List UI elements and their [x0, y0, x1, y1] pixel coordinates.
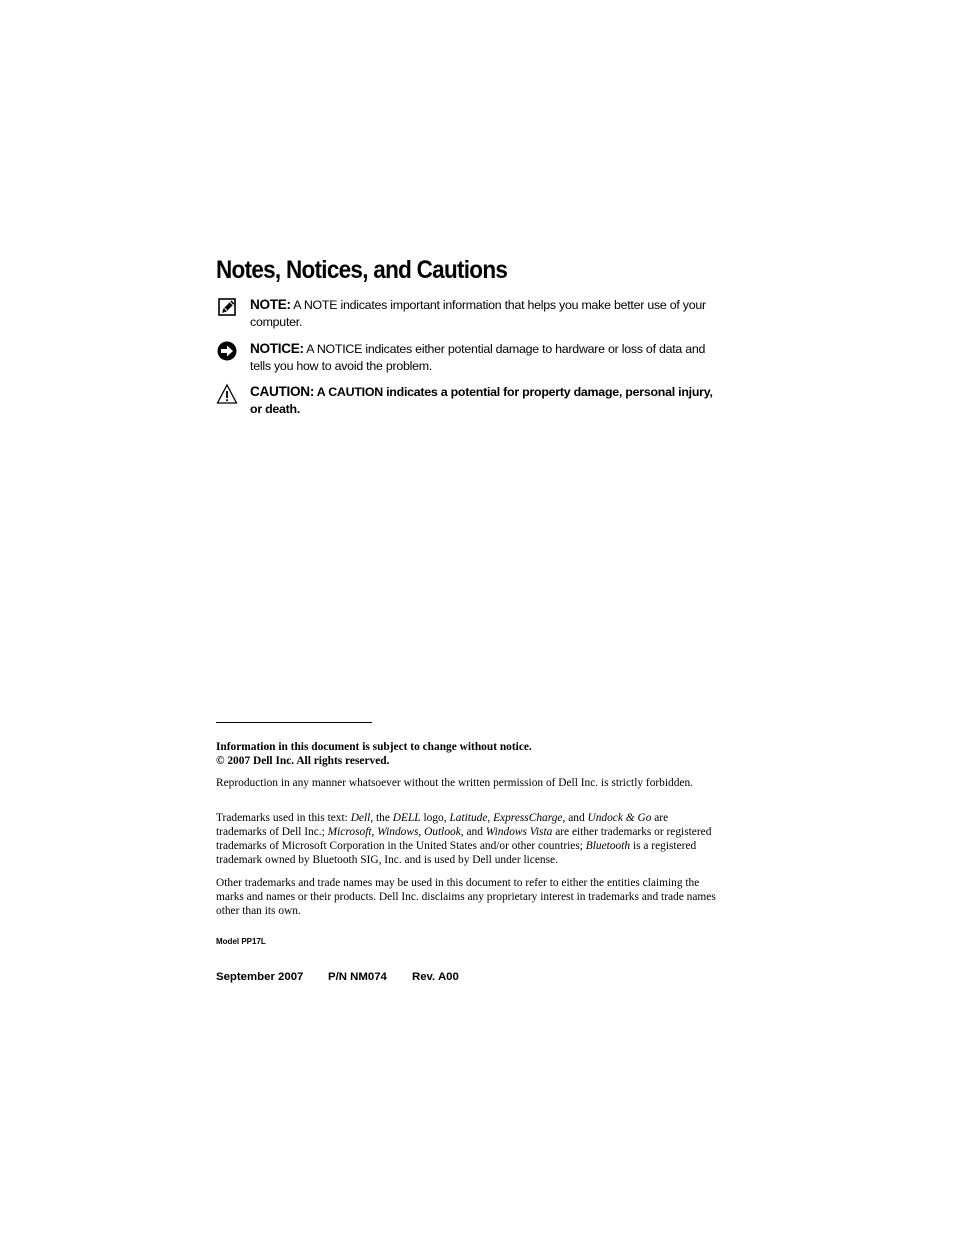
publication-date: September 2007	[216, 971, 304, 983]
note-label: NOTE:	[250, 297, 291, 312]
note-text: A NOTE indicates important information that helps you make better use of your computer.	[250, 298, 706, 329]
change-notice: Information in this document is subject to change without notice.	[216, 741, 532, 753]
notice-label: NOTICE:	[250, 341, 304, 356]
revision: Rev. A00	[412, 971, 459, 983]
caution-label: CAUTION:	[250, 384, 315, 399]
other-trademarks-notice	[216, 876, 716, 918]
reproduction-notice	[216, 776, 716, 790]
publication-info	[216, 971, 459, 983]
notice-arrow-icon	[216, 340, 238, 362]
note-pencil-icon	[216, 296, 238, 318]
model-number: Model PP17L	[216, 937, 266, 946]
part-number: P/N NM074	[328, 971, 387, 983]
warning-triangle-icon	[216, 383, 238, 405]
copyright: © 2007 Dell Inc. All rights reserved.	[216, 755, 390, 767]
caution-block	[216, 383, 716, 418]
other-trademarks-text: Other trademarks and trade names may be used in this document to refer to either the entities claiming the marks and names or their products. Dell Inc. disclaims any proprietary interest in trademarks and trade names other than its own.	[216, 877, 716, 917]
footnote-divider	[216, 722, 372, 723]
trademarks-text: Trademarks used in this text: Dell, the DELL logo, Latitude, ExpressCharge, and Undock & Go are trademarks of Dell Inc.; Microsoft, Windows, Outlook, and Windows Vista are either trademarks or registered trademarks of Microsoft Corporation in the United States and/or other countries; Bluetooth is a registered trademark owned by Bluetooth SIG, Inc. and is used by Dell under license.	[216, 812, 712, 866]
trademarks-notice	[216, 811, 716, 867]
page-title: Notes, Notices, and Cautions	[216, 256, 508, 284]
reproduction-text: Reproduction in any manner whatsoever without the written permission of Dell Inc. is strictly forbidden.	[216, 777, 694, 789]
change-notice-block	[216, 740, 716, 768]
notice-block	[216, 340, 716, 375]
caution-text: A CAUTION indicates a potential for property damage, personal injury, or death.	[250, 385, 713, 416]
notice-text: A NOTICE indicates either potential damage to hardware or loss of data and tells you how to avoid the problem.	[250, 342, 706, 373]
note-block	[216, 296, 716, 331]
